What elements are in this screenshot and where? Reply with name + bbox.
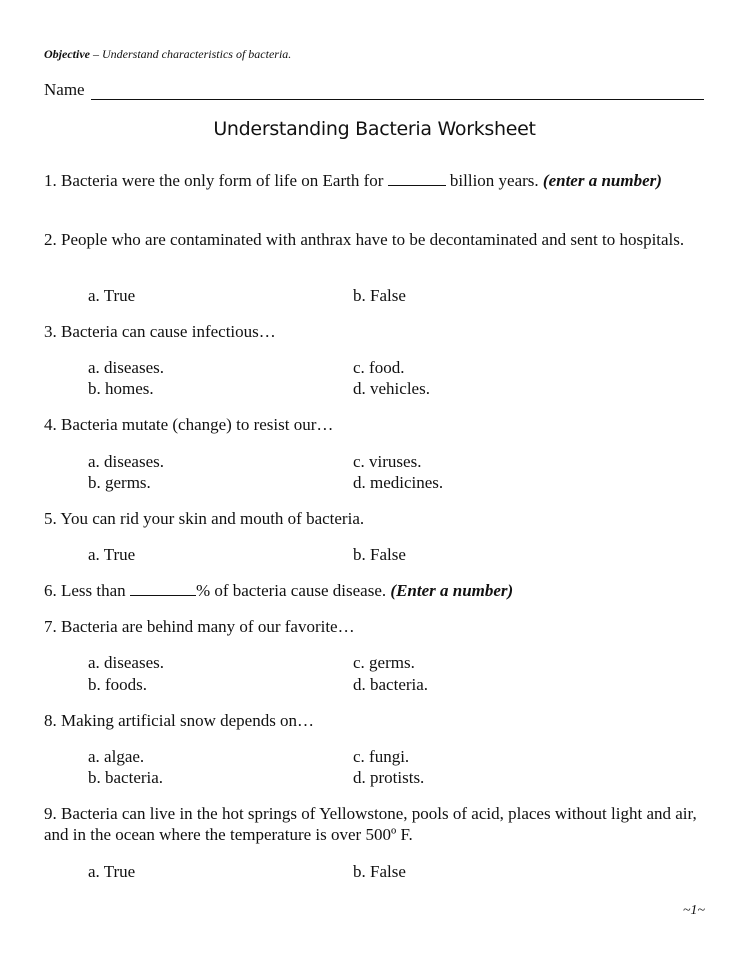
- question-4-option-b[interactable]: b. germs.: [88, 473, 151, 492]
- question-1-blank[interactable]: [388, 171, 446, 186]
- question-5-option-b[interactable]: b. False: [353, 545, 406, 564]
- question-5: 5. You can rid your skin and mouth of bacteria.: [44, 509, 365, 528]
- question-6-note: (Enter a number): [390, 581, 514, 600]
- question-3-option-b[interactable]: b. homes.: [88, 379, 154, 398]
- question-3: 3. Bacteria can cause infectious…: [44, 322, 276, 341]
- question-6-suffix: % of bacteria cause disease.: [195, 581, 387, 600]
- question-6-blank[interactable]: [130, 581, 196, 596]
- objective-line: [44, 47, 291, 62]
- name-row: [44, 80, 704, 100]
- question-7-option-a[interactable]: a. diseases.: [88, 653, 165, 672]
- question-4-option-c[interactable]: c. viruses.: [353, 452, 422, 471]
- objective-text: – Understand characteristics of bacteria.: [89, 47, 292, 61]
- question-7: 7. Bacteria are behind many of our favorite…: [44, 617, 355, 636]
- question-6-prefix: 6. Less than: [44, 581, 126, 600]
- question-9: 9. Bacteria can live in the hot springs of Yellowstone, pools of acid, places without light and air, and in the ocean where the temperature is over 500º F.: [44, 804, 697, 844]
- question-9-option-a[interactable]: a. True: [88, 862, 136, 881]
- page-number: ~1~: [682, 903, 705, 918]
- question-9-option-b[interactable]: b. False: [353, 862, 406, 881]
- question-1: [44, 170, 704, 191]
- question-1-prefix: 1. Bacteria were the only form of life on Earth for: [44, 171, 384, 190]
- question-1-note: (enter a number): [542, 171, 662, 190]
- question-4: 4. Bacteria mutate (change) to resist our…: [44, 415, 334, 434]
- question-3-option-d[interactable]: d. vehicles.: [353, 379, 430, 398]
- question-8-option-d[interactable]: d. protists.: [353, 768, 425, 787]
- question-2-option-a[interactable]: a. True: [88, 286, 136, 305]
- question-4-option-d[interactable]: d. medicines.: [353, 473, 444, 492]
- objective-label: Objective: [44, 47, 90, 61]
- question-1-suffix: billion years.: [449, 171, 539, 190]
- question-2: 2. People who are contaminated with anthrax have to be decontaminated and sent to hospitals.: [44, 230, 685, 249]
- question-7-option-c[interactable]: c. germs.: [353, 653, 415, 672]
- worksheet-title: Understanding Bacteria Worksheet: [213, 118, 536, 140]
- question-6: [44, 580, 704, 601]
- question-5-option-a[interactable]: a. True: [88, 545, 136, 564]
- question-8: 8. Making artificial snow depends on…: [44, 711, 315, 730]
- question-7-option-d[interactable]: d. bacteria.: [353, 675, 429, 694]
- question-2-option-b[interactable]: b. False: [353, 286, 406, 305]
- question-4-option-a[interactable]: a. diseases.: [88, 452, 165, 471]
- question-3-option-a[interactable]: a. diseases.: [88, 358, 165, 377]
- name-input-line[interactable]: [91, 85, 704, 100]
- question-8-option-b[interactable]: b. bacteria.: [88, 768, 164, 787]
- name-label: Name: [44, 80, 85, 99]
- question-8-option-c[interactable]: c. fungi.: [353, 747, 410, 766]
- question-8-option-a[interactable]: a. algae.: [88, 747, 145, 766]
- question-7-option-b[interactable]: b. foods.: [88, 675, 148, 694]
- question-3-option-c[interactable]: c. food.: [353, 358, 405, 377]
